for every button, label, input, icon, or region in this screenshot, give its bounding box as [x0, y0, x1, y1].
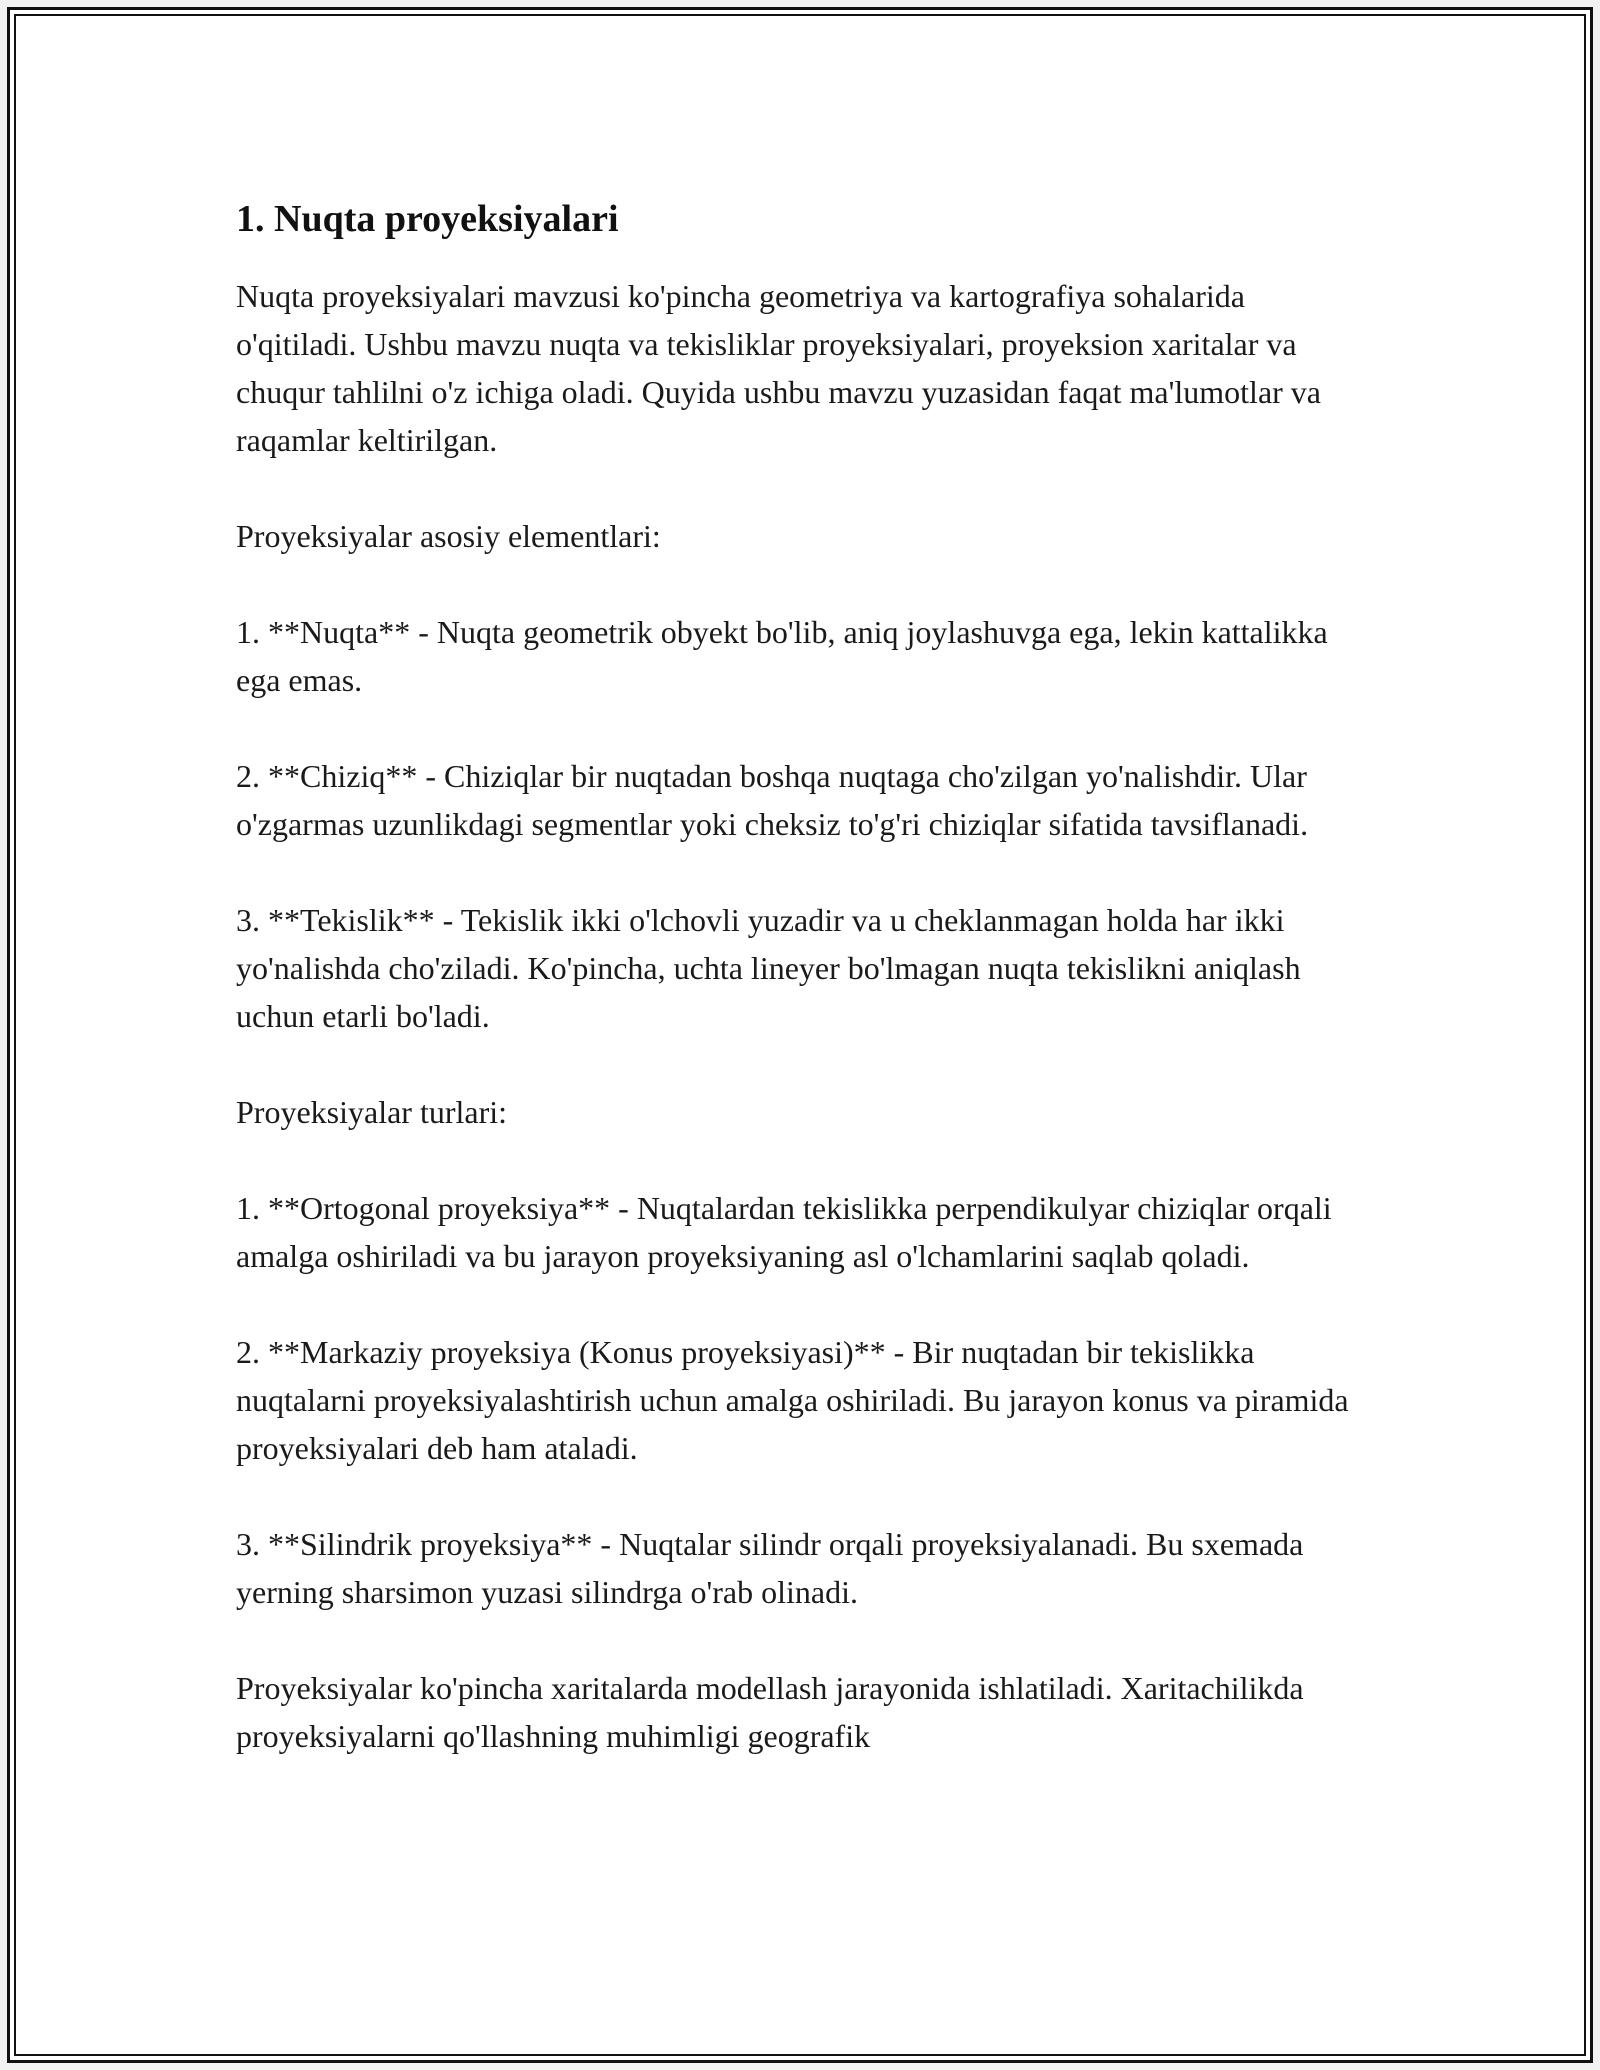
- types-subheading: Proyeksiyalar turlari:: [236, 1094, 508, 1130]
- type-item-central: 2. **Markaziy proyeksiya (Konus proyeksiyasi)** - Bir nuqtadan bir tekislikka nuqtalarni proyeksiyalashtirish uchun amalga oshiriladi. Bu jarayon konus va piramida proyeksiyalari deb ham ataladi.: [236, 1334, 1349, 1466]
- type-item-cylindrical: 3. **Silindrik proyeksiya** - Nuqtalar silindr orqali proyeksiyalanadi. Bu sxemada yerning sharsimon yuzasi silindrga o'rab olinadi.: [236, 1526, 1304, 1610]
- element-item-line: 2. **Chiziq** - Chiziqlar bir nuqtadan boshqa nuqtaga cho'zilgan yo'nalishdir. Ular o'zgarmas uzunlikdagi segmentlar yoki cheksiz to'g'ri chiziqlar sifatida tavsiflanadi.: [236, 758, 1309, 842]
- document-body: [236, 194, 1366, 1760]
- document-page: [7, 7, 1593, 2063]
- intro-paragraph: Nuqta proyeksiyalari mavzusi ko'pincha geometriya va kartografiya sohalarida o'qitiladi. Ushbu mavzu nuqta va tekisliklar proyeksiyalari, proyeksion xaritalar va chuqur tahlilni o'z ichiga oladi. Quyida ushbu mavzu yuzasidan faqat ma'lumotlar va raqamlar keltirilgan.: [236, 278, 1321, 458]
- element-item-plane: 3. **Tekislik** - Tekislik ikki o'lchovli yuzadir va u cheklanmagan holda har ikki yo'nalishda cho'ziladi. Ko'pincha, uchta lineyer bo'lmagan nuqta tekislikni aniqlash uchun etarli bo'ladi.: [236, 902, 1301, 1034]
- section-heading: 1. Nuqta proyeksiyalari: [236, 198, 619, 240]
- type-item-orthogonal: 1. **Ortogonal proyeksiya** - Nuqtalardan tekislikka perpendikulyar chiziqlar orqali amalga oshiriladi va bu jarayon proyeksiyaning asl o'lchamlarini saqlab qoladi.: [236, 1190, 1332, 1274]
- element-item-point: 1. **Nuqta** - Nuqta geometrik obyekt bo'lib, aniq joylashuvga ega, lekin kattalikka ega emas.: [236, 614, 1328, 698]
- elements-subheading: Proyeksiyalar asosiy elementlari:: [236, 518, 661, 554]
- closing-paragraph: Proyeksiyalar ko'pincha xaritalarda modellash jarayonida ishlatiladi. Xaritachilikda proyeksiyalarni qo'llashning muhimligi geografik: [236, 1670, 1304, 1754]
